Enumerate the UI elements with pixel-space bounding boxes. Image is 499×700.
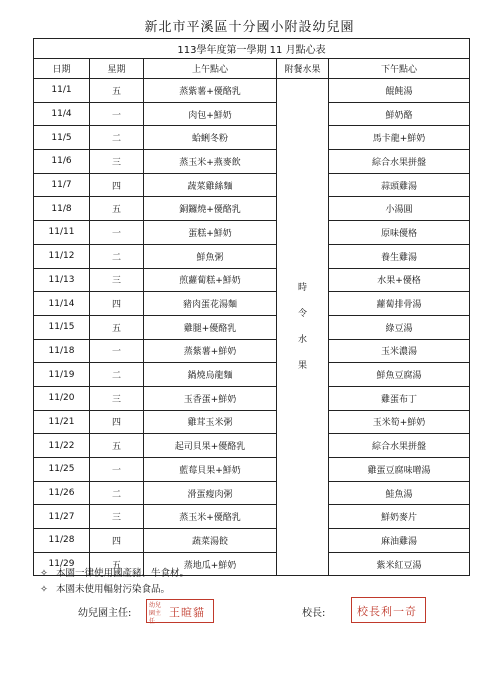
snack-menu-table	[33, 38, 470, 576]
cell-pm-snack: 鮮奶麥片	[329, 505, 470, 529]
note-item	[40, 566, 189, 582]
table-row	[34, 363, 470, 387]
cell-am-snack: 豬肉蛋花湯麵	[144, 292, 277, 316]
cell-date: 11/18	[34, 339, 90, 363]
cell-fruit	[277, 79, 329, 576]
cell-pm-snack: 綜合水果拼盤	[329, 434, 470, 458]
fruit-char: 水	[297, 335, 307, 346]
director-label: 幼兒園主任:	[78, 608, 132, 619]
director-stamp	[146, 599, 214, 623]
cell-date: 11/20	[34, 386, 90, 410]
cell-date: 11/4	[34, 102, 90, 126]
cell-date: 11/5	[34, 126, 90, 150]
cell-am-snack: 起司貝果+優酪乳	[144, 434, 277, 458]
principal-stamp	[351, 597, 426, 623]
table-row	[34, 79, 470, 103]
cell-am-snack: 玉香蛋+鮮奶	[144, 386, 277, 410]
cell-pm-snack: 綜合水果拼盤	[329, 150, 470, 174]
cell-date: 11/22	[34, 434, 90, 458]
table-row	[34, 505, 470, 529]
cell-weekday: 五	[90, 197, 144, 221]
cell-weekday: 二	[90, 244, 144, 268]
cell-weekday: 四	[90, 529, 144, 553]
cell-date: 11/12	[34, 244, 90, 268]
note-item	[40, 582, 189, 598]
cell-pm-snack: 餛飩湯	[329, 79, 470, 103]
cell-weekday: 四	[90, 173, 144, 197]
cell-weekday: 二	[90, 481, 144, 505]
fruit-char: 時	[297, 283, 307, 294]
cell-date: 11/13	[34, 268, 90, 292]
table-row	[34, 292, 470, 316]
cell-am-snack: 肉包+鮮奶	[144, 102, 277, 126]
cell-date: 11/15	[34, 315, 90, 339]
notes	[40, 566, 189, 598]
cell-weekday: 四	[90, 292, 144, 316]
cell-weekday: 一	[90, 339, 144, 363]
table-row	[34, 410, 470, 434]
cell-weekday: 一	[90, 458, 144, 482]
table-row	[34, 315, 470, 339]
cell-date: 11/14	[34, 292, 90, 316]
cell-date: 11/6	[34, 150, 90, 174]
cell-am-snack: 蔬菜雞絲麵	[144, 173, 277, 197]
cell-pm-snack: 綠豆湯	[329, 315, 470, 339]
menu-body	[34, 79, 470, 576]
cell-pm-snack: 水果+優格	[329, 268, 470, 292]
cell-am-snack: 蛤蜊冬粉	[144, 126, 277, 150]
cell-date: 11/11	[34, 221, 90, 245]
director-stamp-title: 幼兒園主任	[149, 602, 162, 625]
cell-am-snack: 蒸玉米+燕麥飲	[144, 150, 277, 174]
cell-am-snack: 雞茸玉米粥	[144, 410, 277, 434]
column-header-row	[34, 59, 470, 79]
table-row	[34, 221, 470, 245]
cell-am-snack: 鍋燒烏龍麵	[144, 363, 277, 387]
table-row	[34, 244, 470, 268]
cell-weekday: 五	[90, 79, 144, 103]
cell-weekday: 三	[90, 268, 144, 292]
cell-date: 11/27	[34, 505, 90, 529]
note-text: 本園未使用輻射污染食品。	[56, 584, 171, 595]
table-row	[34, 458, 470, 482]
fruit-char: 果	[297, 361, 307, 372]
cell-date: 11/21	[34, 410, 90, 434]
cell-date: 11/26	[34, 481, 90, 505]
table-row	[34, 173, 470, 197]
cell-pm-snack: 原味優格	[329, 221, 470, 245]
note-text: 本園一律使用國產豬、牛食材。	[56, 568, 190, 579]
header-fruit: 附餐水果	[277, 59, 329, 79]
cell-weekday: 三	[90, 386, 144, 410]
cell-weekday: 五	[90, 552, 144, 576]
cell-weekday: 一	[90, 221, 144, 245]
cell-pm-snack: 玉米濃湯	[329, 339, 470, 363]
cell-am-snack: 蒸地瓜+鮮奶	[144, 552, 277, 576]
cell-weekday: 三	[90, 150, 144, 174]
table-row	[34, 529, 470, 553]
term-heading-row	[34, 39, 470, 59]
table-row	[34, 434, 470, 458]
cell-pm-snack: 鮭魚湯	[329, 481, 470, 505]
cell-weekday: 二	[90, 363, 144, 387]
term-heading: 113學年度第一學期 11 月點心表	[34, 39, 470, 59]
header-weekday: 星期	[90, 59, 144, 79]
fruit-char: 令	[297, 309, 307, 320]
cell-weekday: 一	[90, 102, 144, 126]
cell-am-snack: 雞腿+優酪乳	[144, 315, 277, 339]
cell-am-snack: 藍莓貝果+鮮奶	[144, 458, 277, 482]
cell-pm-snack: 馬卡龍+鮮奶	[329, 126, 470, 150]
header-date: 日期	[34, 59, 90, 79]
cell-am-snack: 蛋糕+鮮奶	[144, 221, 277, 245]
table-row	[34, 102, 470, 126]
table-row	[34, 386, 470, 410]
star-bullet-icon: ✧	[40, 568, 48, 579]
cell-date: 11/1	[34, 79, 90, 103]
star-bullet-icon: ✧	[40, 584, 48, 595]
cell-am-snack: 蒸紫薯+鮮奶	[144, 339, 277, 363]
table-row	[34, 339, 470, 363]
cell-am-snack: 蒸紫薯+優酪乳	[144, 79, 277, 103]
cell-pm-snack: 玉米筍+鮮奶	[329, 410, 470, 434]
document-title: 新北市平溪區十分國小附設幼兒園	[144, 20, 355, 35]
cell-am-snack: 滑蛋瘦肉粥	[144, 481, 277, 505]
cell-am-snack: 鮮魚粥	[144, 244, 277, 268]
table-row	[34, 126, 470, 150]
cell-pm-snack: 鮮魚豆腐湯	[329, 363, 470, 387]
principal-stamp-name: 校長利一奇	[357, 605, 417, 618]
cell-pm-snack: 紫米紅豆湯	[329, 552, 470, 576]
cell-pm-snack: 蒜頭雞湯	[329, 173, 470, 197]
cell-pm-snack: 雞蛋布丁	[329, 386, 470, 410]
cell-date: 11/19	[34, 363, 90, 387]
cell-am-snack: 蔬菜湯餃	[144, 529, 277, 553]
cell-date: 11/28	[34, 529, 90, 553]
cell-date: 11/29	[34, 552, 90, 576]
cell-pm-snack: 蘿蔔排骨湯	[329, 292, 470, 316]
cell-am-snack: 蒸玉米+優酪乳	[144, 505, 277, 529]
director-stamp-name: 王暄貓	[169, 606, 205, 619]
cell-date: 11/25	[34, 458, 90, 482]
header-am-snack: 上午點心	[144, 59, 277, 79]
cell-date: 11/7	[34, 173, 90, 197]
cell-am-snack: 銅鑼燒+優酪乳	[144, 197, 277, 221]
cell-weekday: 四	[90, 410, 144, 434]
cell-pm-snack: 鮮奶酪	[329, 102, 470, 126]
table-row	[34, 150, 470, 174]
cell-pm-snack: 養生雞湯	[329, 244, 470, 268]
cell-am-snack: 煎蘿蔔糕+鮮奶	[144, 268, 277, 292]
cell-weekday: 二	[90, 126, 144, 150]
cell-weekday: 三	[90, 505, 144, 529]
cell-weekday: 五	[90, 434, 144, 458]
table-row	[34, 481, 470, 505]
principal-label: 校長:	[302, 608, 326, 619]
cell-weekday: 五	[90, 315, 144, 339]
table-row	[34, 197, 470, 221]
header-pm-snack: 下午點心	[329, 59, 470, 79]
cell-pm-snack: 麻油雞湯	[329, 529, 470, 553]
cell-pm-snack: 雞蛋豆腐味噌湯	[329, 458, 470, 482]
cell-date: 11/8	[34, 197, 90, 221]
cell-pm-snack: 小湯圓	[329, 197, 470, 221]
table-row	[34, 268, 470, 292]
